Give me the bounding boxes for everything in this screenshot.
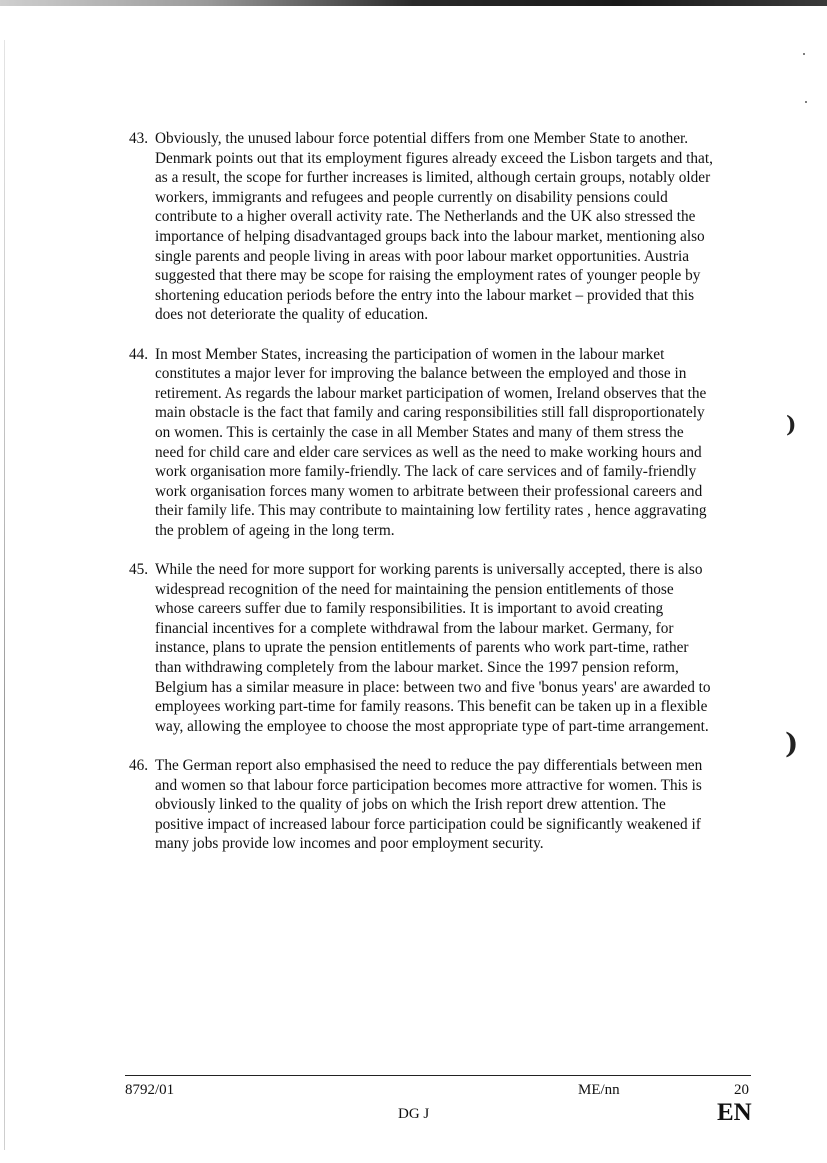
paragraph-list	[129, 129, 714, 874]
page-number: 20	[734, 1082, 749, 1098]
document-reference: 8792/01	[125, 1082, 175, 1098]
paragraph-43	[129, 129, 714, 325]
scan-speck	[803, 53, 805, 55]
paragraph-46	[129, 756, 714, 854]
paragraph-number: 45.	[129, 561, 149, 579]
paragraph-text: While the need for more support for working parents is universally accepted, there is also widespread recognition of the need for maintaining the pension entitlements of those whose careers suffer due to family responsibilities. It is important to avoid creating financial incentives for a complete withdrawal from the labour market. Germany, for instance, plans to uprate the pension entitlements of parents who work part-time, rather than withdrawing completely from the labour market. Since the 1997 pension reform, Belgium has a similar measure in place: between two and five 'bonus years' are awarded to employees working part-time for family reasons. This benefit can be taken up in a flexible way, allowing the employee to choose the most appropriate type of part-time arrangement.	[155, 561, 711, 735]
footer-rule	[125, 1075, 751, 1076]
scan-edge-top	[0, 0, 827, 6]
directorate: DG J	[398, 1106, 430, 1122]
binding-hole-mark: )	[785, 727, 799, 760]
binding-hole-mark: )	[786, 412, 797, 438]
paragraph-44	[129, 345, 714, 541]
paragraph-number: 43.	[129, 130, 149, 147]
paragraph-45	[129, 560, 714, 736]
paragraph-number: 44.	[129, 345, 149, 363]
paragraph-text: In most Member States, increasing the participation of women in the labour market constitutes a major lever for improving the balance between the employed and those in retirement. As regards the labour market participation of women, Ireland observes that the main obstacle is the fact that family and caring responsibilities still fall disproportionately on women. This is certainly the case in all Member States and many of them stress the need for child care and elder care services as well as the need to make working hours and work organisation more family-friendly. The lack of care services and of family-friendly work organisation forces many women to arbitrate between their professional careers and their family life. This may contribute to maintaining low fertility rates , hence aggravating the problem of ageing in the long term.	[155, 345, 707, 539]
paragraph-text: Obviously, the unused labour force potential differs from one Member State to another. Denmark points out that its employment figures already exceed the Lisbon targets and that, as a result, the scope for further increases is limited, although certain groups, notably older workers, immigrants and refugees and people currently on disability pensions could contribute to a higher overall activity rate. The Netherlands and the UK also stressed the importance of helping disadvantaged groups back into the labour market, mentioning also single parents and people living in areas with poor labour market opportunities. Austria suggested that there may be scope for raising the employment rates of younger people by shortening education periods before the entry into the labour market – provided that this does not deteriorate the quality of education.	[155, 130, 713, 324]
language-code: EN	[717, 1099, 752, 1126]
scan-edge-left	[4, 40, 5, 1150]
scan-speck	[805, 101, 807, 103]
paragraph-text: The German report also emphasised the need to reduce the pay differentials between men and women so that labour force participation becomes more attractive for women. This is obviously linked to the quality of jobs on which the Irish report drew attention. The positive impact of increased labour force participation could be significantly weakened if many jobs provide low incomes and poor employment security.	[155, 757, 703, 853]
paragraph-number: 46.	[129, 757, 149, 774]
author-code: ME/nn	[578, 1082, 620, 1098]
